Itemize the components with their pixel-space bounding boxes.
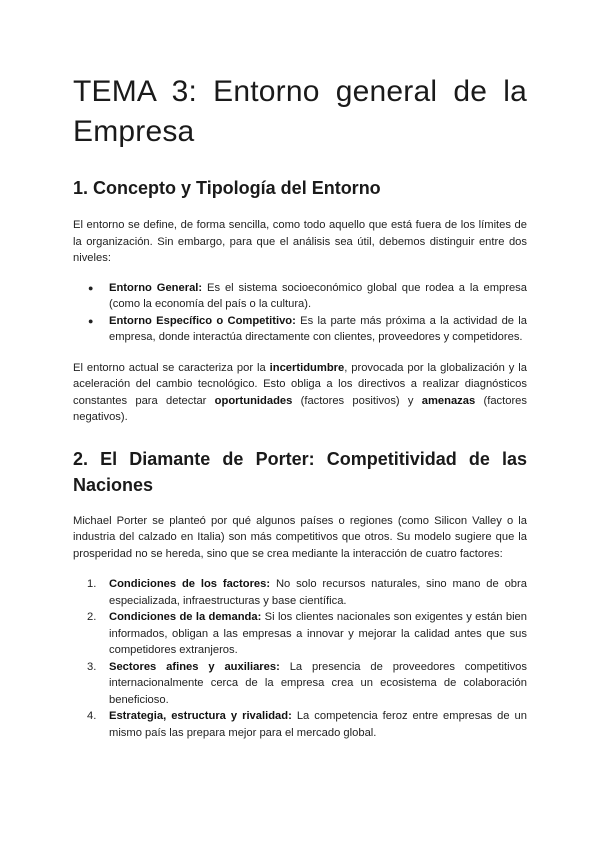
section1-intro-paragraph: El entorno se define, de forma sencilla, como todo aquello que está fuera de los límites de la organización. Sin embargo, para que el análisis sea útil, debemos distinguir entre dos niveles: (73, 219, 527, 264)
list-item-term: Entorno Específico o Competitivo: (109, 314, 296, 327)
list-item-term: Condiciones de los factores: (109, 578, 271, 590)
list-number: 1. (87, 578, 97, 590)
section-heading-concepto: 1. Concepto y Tipología del Entorno (73, 178, 381, 198)
paragraph-text: El entorno actual se caracteriza por la (73, 361, 270, 374)
environment-levels-list (73, 280, 527, 346)
list-item (73, 576, 527, 609)
list-item-text: Es el sistema socioeconómico global que rodea a la empresa (como la economía del país o la cultura). (109, 281, 527, 310)
list-number: 2. (87, 611, 97, 623)
list-number: 4. (87, 710, 97, 722)
bullet-icon: ● (88, 282, 94, 293)
list-item-text: La competencia feroz entre empresas de un mismo país las prepara mejor para el mercado global. (109, 710, 528, 739)
keyword-incertidumbre: incertidumbre (269, 361, 345, 374)
list-item (73, 659, 527, 709)
page-title: TEMA 3: Entorno general de la Empresa (73, 75, 527, 148)
paragraph-text: , provocada por la globalización y la aceleración del cambio tecnológico. Esto obliga a los directivos a realizar diagnósticos constantes para detectar (73, 361, 527, 407)
section2-intro-paragraph: Michael Porter se planteó por qué algunos países o regiones (como Silicon Valley o la industria del calzado en Italia) son más competitivos que otros. Su modelo sugiere que la prosperidad no se hereda, sino que se crea mediante la interacción de cuatro factores: (73, 514, 527, 560)
list-number: 3. (87, 660, 97, 673)
paragraph-text: (factores negativos). (73, 394, 528, 423)
list-item-term: Sectores afines y auxiliares: (109, 660, 280, 673)
list-item (73, 609, 527, 659)
list-item-term: Condiciones de la demanda: (109, 611, 262, 623)
list-item-term: Estrategia, estructura y rivalidad: (109, 710, 292, 722)
porter-factors-list (73, 576, 527, 741)
list-item (73, 313, 527, 346)
list-item-text: Es la parte más próxima a la actividad de la empresa, donde interactúa directamente con clientes, proveedores y competidores. (109, 314, 527, 343)
keyword-amenazas: amenazas (421, 394, 476, 407)
list-item (73, 708, 527, 741)
keyword-oportunidades: oportunidades (214, 394, 293, 407)
section1-uncertainty-paragraph (73, 360, 527, 426)
section-heading-diamante: 2. El Diamante de Porter: Competitividad de las Naciones (73, 448, 527, 495)
list-item-text: No solo recursos naturales, sino mano de obra especializada, infraestructuras y base científica. (109, 578, 527, 607)
list-item-term: Entorno General: (109, 281, 203, 294)
list-item-text: La presencia de proveedores competitivos internacionalmente cerca de la empresa crea un ecosistema de colaboración beneficioso. (109, 660, 527, 706)
list-item-text: Si los clientes nacionales son exigentes y están bien informados, obligan a las empresas a innovar y mejorar la calidad antes que sus competidores extranjeros. (109, 611, 527, 656)
bullet-icon: ● (88, 315, 94, 326)
paragraph-text: (factores positivos) y (292, 394, 422, 407)
list-item (73, 280, 527, 313)
